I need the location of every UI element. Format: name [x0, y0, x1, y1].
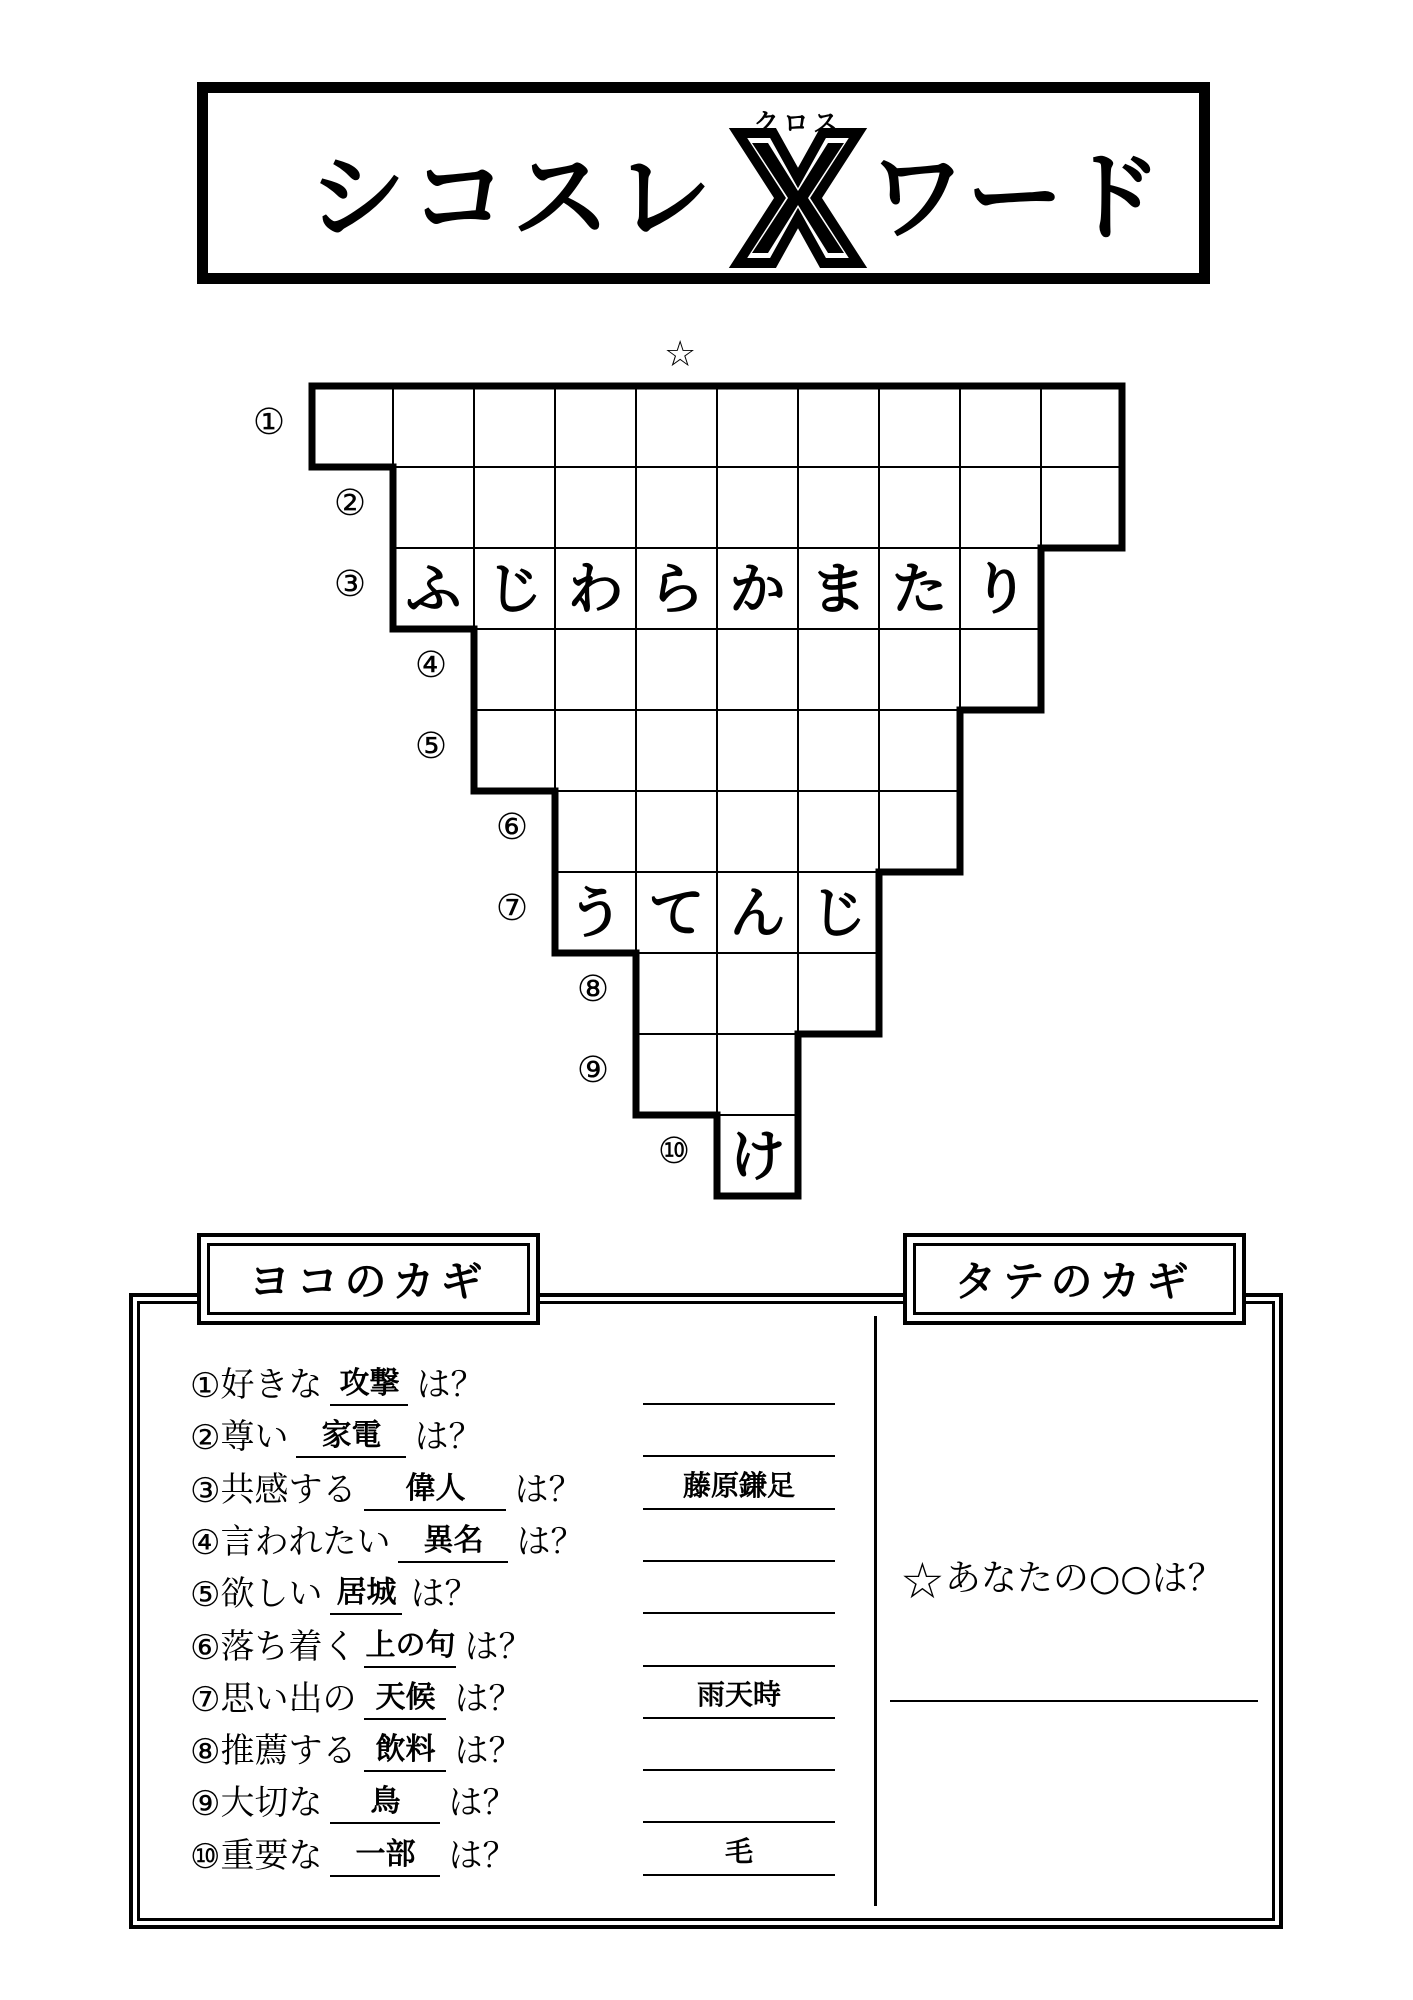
clue-answer-field[interactable]: 雨天時 — [643, 1673, 835, 1719]
clue-row — [190, 1566, 478, 1616]
grid-cell[interactable] — [312, 386, 393, 467]
row-number: ③ — [333, 564, 367, 605]
clue-prefix: 尊い — [220, 1417, 289, 1458]
grid-cell[interactable] — [798, 467, 879, 548]
grid-letter: う — [567, 881, 624, 947]
clue-row — [190, 1619, 532, 1669]
grid-cell[interactable] — [879, 710, 960, 791]
grid-cell[interactable] — [1041, 386, 1122, 467]
grid-letter: ふ — [405, 557, 462, 623]
clue-keyword: 鳥 — [330, 1782, 440, 1824]
clue-number: ⑨ — [190, 1784, 221, 1825]
clue-keyword: 攻撃 — [330, 1364, 408, 1406]
star-answer-field[interactable] — [890, 1700, 1258, 1702]
grid-cell[interactable] — [717, 710, 798, 791]
clue-number: ⑥ — [190, 1627, 221, 1668]
grid-letter: た — [891, 557, 948, 623]
star-column-marker: ☆ — [664, 334, 697, 375]
grid-cell[interactable] — [636, 953, 717, 1034]
clue-suffix: は？ — [514, 1469, 583, 1510]
row-number: ⑨ — [576, 1050, 610, 1091]
grid-letter: か — [729, 557, 786, 623]
clue-prefix: 落ち着く — [220, 1626, 357, 1667]
grid-cell[interactable] — [555, 710, 636, 791]
clue-answer-field[interactable]: 毛 — [643, 1830, 835, 1876]
grid-cell[interactable] — [798, 629, 879, 710]
grid-cell[interactable] — [636, 791, 717, 872]
clue-number: ① — [190, 1366, 221, 1406]
clue-row — [190, 1462, 582, 1512]
grid-cell[interactable] — [717, 791, 798, 872]
grid-cell[interactable] — [636, 467, 717, 548]
tab-across-label: ヨコのカギ — [207, 1243, 530, 1315]
clue-panel-divider — [874, 1316, 877, 1906]
clue-keyword: 一部 — [330, 1835, 440, 1877]
clue-answer-field[interactable] — [643, 1568, 835, 1614]
clue-number: ⑩ — [190, 1836, 221, 1877]
clue-number: ⑦ — [190, 1679, 221, 1720]
grid-cell[interactable] — [879, 791, 960, 872]
clue-prefix: 言われたい — [220, 1521, 391, 1562]
grid-cell[interactable] — [393, 467, 474, 548]
grid-cell[interactable] — [1041, 467, 1122, 548]
tab-down-label: タテのカギ — [913, 1243, 1236, 1315]
clue-suffix: は？ — [410, 1574, 479, 1615]
grid-cell[interactable] — [474, 386, 555, 467]
clue-row — [190, 1409, 482, 1459]
grid-letter: じ — [810, 881, 867, 947]
clue-prefix: 好きな — [220, 1365, 323, 1405]
grid-cell[interactable] — [879, 386, 960, 467]
grid-letter: ま — [810, 557, 867, 623]
grid-cell[interactable] — [555, 629, 636, 710]
grid-cell[interactable] — [879, 629, 960, 710]
clue-keyword: 天候 — [364, 1678, 446, 1720]
grid-letter: ん — [729, 881, 786, 947]
row-number: ⑦ — [495, 888, 529, 929]
clue-keyword: 上の句 — [364, 1626, 456, 1668]
title-ruby: クロス — [753, 109, 844, 139]
grid-cell[interactable] — [474, 467, 555, 548]
grid-cell[interactable] — [555, 467, 636, 548]
grid-cell[interactable] — [636, 1034, 717, 1115]
title-rest: ワード — [868, 141, 1163, 255]
grid-cell[interactable] — [960, 386, 1041, 467]
grid-letter: て — [648, 881, 705, 947]
grid-cell[interactable] — [555, 386, 636, 467]
clue-row — [190, 1357, 484, 1407]
clue-suffix: は？ — [448, 1835, 517, 1876]
row-number: ② — [333, 483, 367, 524]
grid-cell[interactable] — [798, 791, 879, 872]
clue-keyword: 偉人 — [364, 1469, 506, 1511]
clue-keyword: 家電 — [296, 1416, 406, 1458]
clue-prefix: 共感する — [220, 1469, 357, 1510]
clue-answer-field[interactable] — [643, 1411, 835, 1457]
grid-cell[interactable] — [636, 386, 717, 467]
clue-keyword: 居城 — [330, 1573, 402, 1615]
grid-cell[interactable] — [474, 710, 555, 791]
clue-suffix: は？ — [448, 1783, 517, 1824]
clue-prefix: 欲しい — [220, 1574, 323, 1615]
grid-cell[interactable] — [393, 386, 474, 467]
row-number: ⑤ — [414, 726, 448, 767]
clue-row — [190, 1775, 516, 1825]
grid-cell[interactable] — [717, 953, 798, 1034]
clue-suffix: は？ — [516, 1521, 585, 1562]
clue-row — [190, 1671, 522, 1721]
star-clue-text: あなたの○○は？ — [944, 1558, 1224, 1599]
row-number: ④ — [414, 645, 448, 686]
grid-cell[interactable] — [717, 629, 798, 710]
star-clue — [900, 1550, 1224, 1610]
grid-letter: り — [972, 557, 1029, 623]
clue-row — [190, 1828, 516, 1878]
clue-suffix: は？ — [416, 1365, 485, 1405]
grid-cell[interactable] — [798, 386, 879, 467]
clue-answer-field[interactable]: 藤原鎌足 — [643, 1464, 835, 1510]
clue-number: ③ — [190, 1470, 221, 1511]
clue-number: ⑤ — [190, 1575, 221, 1616]
clue-number: ④ — [190, 1522, 221, 1563]
row-number: ⑩ — [657, 1131, 691, 1172]
grid-letter: ら — [648, 557, 705, 623]
grid-cell[interactable] — [960, 467, 1041, 548]
grid-cell[interactable] — [717, 467, 798, 548]
grid-letter: じ — [486, 557, 543, 623]
clue-answer-field[interactable] — [643, 1621, 835, 1667]
row-number: ① — [252, 402, 286, 443]
tab-across — [197, 1233, 540, 1325]
clue-keyword: 飲料 — [364, 1730, 446, 1772]
grid-cell[interactable] — [636, 629, 717, 710]
clue-prefix: 思い出の — [220, 1678, 357, 1719]
clue-row — [190, 1723, 522, 1773]
tab-down — [903, 1233, 1246, 1325]
clue-suffix: は？ — [454, 1678, 523, 1719]
clue-prefix: 大切な — [220, 1783, 323, 1824]
clue-suffix: は？ — [454, 1731, 523, 1772]
star-icon: ☆ — [900, 1552, 945, 1610]
title-main: シコスレ — [308, 141, 717, 255]
grid-letter: わ — [567, 557, 624, 623]
grid-cell[interactable] — [555, 791, 636, 872]
clue-answer-field[interactable] — [643, 1725, 835, 1771]
clue-suffix: は？ — [464, 1626, 533, 1667]
clue-prefix: 推薦する — [220, 1731, 357, 1772]
grid-cell[interactable] — [960, 629, 1041, 710]
clue-answer-field[interactable] — [643, 1516, 835, 1562]
clue-row — [190, 1514, 584, 1564]
grid-cell[interactable] — [636, 710, 717, 791]
row-number: ⑥ — [495, 807, 529, 848]
grid-cell[interactable] — [798, 953, 879, 1034]
clue-answer-field[interactable] — [643, 1359, 835, 1405]
clue-keyword: 異名 — [398, 1521, 508, 1563]
grid-letter: け — [729, 1124, 786, 1190]
clue-number: ⑧ — [190, 1732, 221, 1773]
grid-cell[interactable] — [474, 629, 555, 710]
clue-answer-field[interactable] — [643, 1777, 835, 1823]
grid-cell[interactable] — [717, 1034, 798, 1115]
clue-number: ② — [190, 1418, 221, 1459]
grid-cell[interactable] — [717, 386, 798, 467]
row-number: ⑧ — [576, 969, 610, 1010]
clue-suffix: は？ — [414, 1417, 483, 1458]
grid-cell[interactable] — [879, 467, 960, 548]
clue-prefix: 重要な — [220, 1835, 323, 1876]
grid-cell[interactable] — [798, 710, 879, 791]
